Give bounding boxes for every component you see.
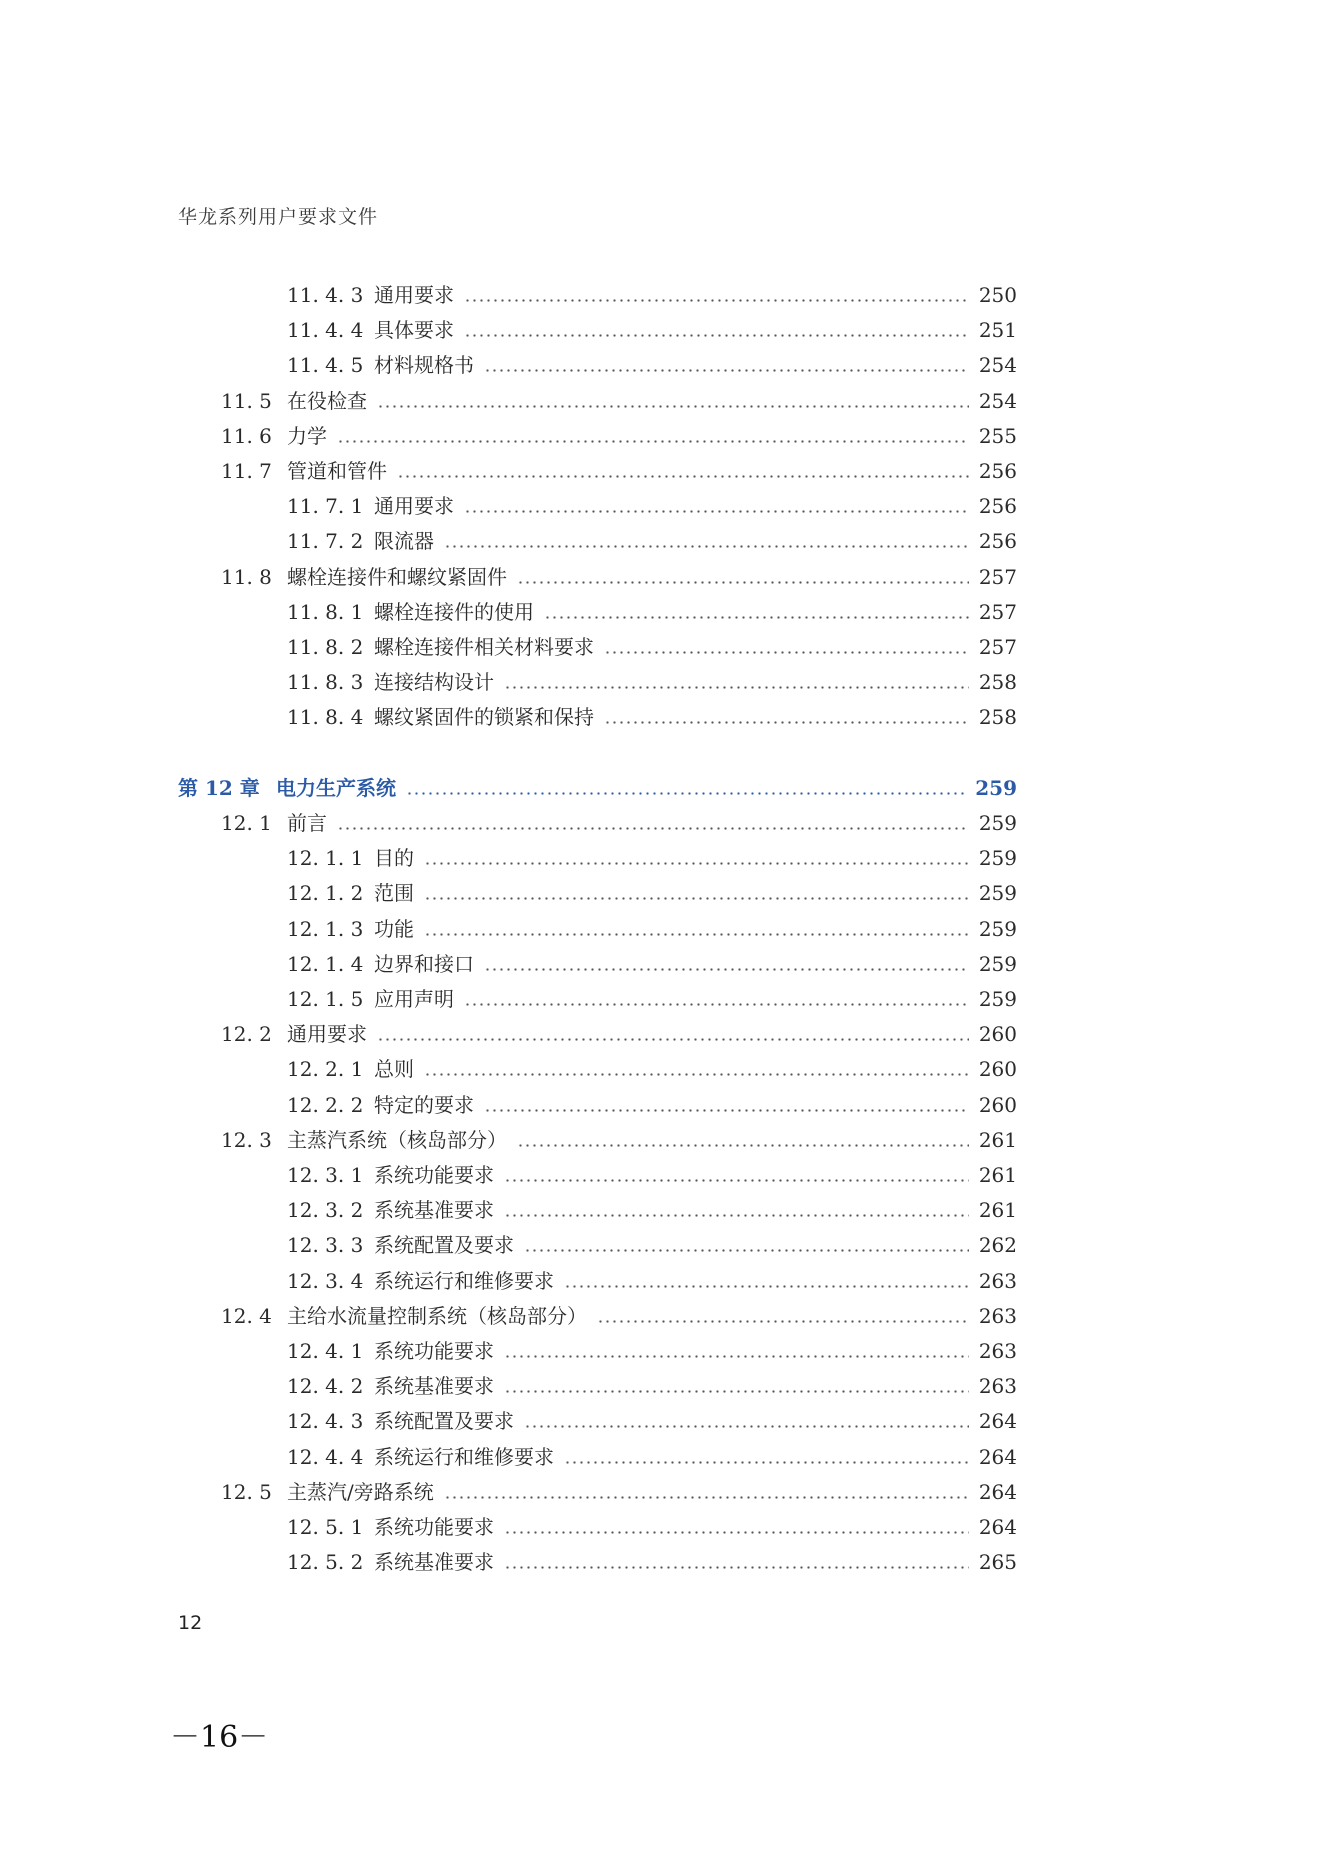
toc-entry[interactable] (0, 1160, 1323, 1190)
toc-entry-number: 11. 6 (221, 423, 272, 448)
toc-entry-number: 11. 8 (221, 564, 272, 589)
toc-entry-number: 11. 7. 1 (287, 494, 364, 519)
toc-entry-page: 260 (978, 1022, 1017, 1047)
toc-entry[interactable] (0, 562, 1323, 592)
toc-entry-number: 12. 2. 2 (287, 1092, 364, 1117)
toc-entry-page: 251 (978, 318, 1017, 343)
toc-entry[interactable] (0, 1442, 1323, 1472)
toc-entry-title: 应用声明 (374, 987, 454, 1011)
folio-page-number: 12 (178, 1612, 203, 1634)
toc-entry-title: 范围 (374, 881, 414, 906)
toc-entry-title: 系统配置及要求 (374, 1233, 514, 1258)
toc-dot-leader (464, 280, 969, 310)
toc-entry-title: 系统配置及要求 (374, 1409, 514, 1434)
toc-dot-leader (424, 1054, 969, 1084)
toc-entry-number: 12. 1 (221, 811, 272, 835)
toc-dot-leader (484, 1090, 969, 1120)
toc-entry-number: 12. 3. 4 (287, 1268, 364, 1293)
toc-entry-number: 11. 4. 4 (287, 318, 364, 343)
toc-dot-leader (444, 526, 969, 556)
toc-entry-page: 257 (978, 564, 1017, 589)
toc-entry-number: 12. 2 (221, 1022, 272, 1047)
toc-entry[interactable] (0, 1371, 1323, 1401)
toc-entry-title: 连接结构设计 (374, 670, 494, 695)
toc-entry-title: 具体要求 (374, 318, 454, 343)
toc-dot-leader (504, 1336, 969, 1366)
toc-entry-number: 12. 1. 3 (287, 916, 364, 941)
toc-entry-number: 11. 8. 2 (287, 635, 364, 659)
toc-entry-number: 12. 5. 2 (287, 1550, 364, 1575)
toc-entry[interactable] (0, 1301, 1323, 1331)
toc-entry-number: 12. 1. 4 (287, 951, 364, 976)
toc-dot-leader (524, 1406, 969, 1436)
toc-entry-page: 261 (978, 1198, 1017, 1223)
toc-entry[interactable] (0, 1230, 1323, 1260)
toc-entry[interactable] (0, 1266, 1323, 1296)
toc-entry-number: 12. 4 (221, 1303, 272, 1328)
toc-entry-page: 259 (978, 987, 1017, 1011)
toc-entry-page: 257 (978, 599, 1017, 624)
toc-entry-page: 264 (978, 1409, 1017, 1434)
toc-dot-leader (504, 667, 969, 697)
toc-entry-page: 254 (978, 353, 1017, 378)
toc-entry-number: 第 12 章 (178, 775, 260, 800)
toc-entry-page: 261 (978, 1127, 1017, 1152)
toc-entry-title: 在役检查 (287, 388, 367, 413)
toc-entry-title: 系统功能要求 (374, 1163, 494, 1187)
document-page-number: －16－ (170, 1720, 269, 1755)
toc-entry[interactable] (0, 984, 1323, 1014)
toc-entry-number: 12. 4. 3 (287, 1409, 364, 1434)
toc-dot-leader (464, 491, 969, 521)
toc-dot-leader (424, 878, 969, 908)
toc-entry[interactable] (0, 1054, 1323, 1084)
toc-entry-page: 260 (978, 1092, 1017, 1117)
toc-entry[interactable] (0, 1547, 1323, 1577)
toc-dot-leader (604, 632, 969, 662)
toc-dot-leader (597, 1301, 969, 1331)
toc-entry-page: 259 (978, 916, 1017, 941)
toc-entry-page: 263 (978, 1303, 1017, 1328)
toc-dot-leader (377, 386, 969, 416)
toc-entry-title: 目的 (374, 846, 414, 871)
toc-dot-leader (564, 1442, 969, 1472)
toc-dot-leader (504, 1160, 969, 1190)
toc-entry-number: 12. 1. 2 (287, 881, 364, 906)
toc-entry-number: 12. 2. 1 (287, 1057, 364, 1082)
toc-entry-number: 12. 1. 1 (287, 846, 364, 871)
toc-entry-number: 12. 3. 3 (287, 1233, 364, 1258)
toc-entry-title: 主蒸汽/旁路系统 (287, 1479, 434, 1504)
toc-entry-page: 263 (978, 1268, 1017, 1293)
toc-entry-page: 263 (978, 1374, 1017, 1399)
toc-entry-page: 259 (978, 881, 1017, 906)
toc-dot-leader (484, 350, 969, 380)
toc-entry-number: 12. 4. 2 (287, 1374, 364, 1399)
toc-entry-title: 力学 (287, 423, 327, 448)
toc-dot-leader (397, 456, 969, 486)
toc-dot-leader (337, 421, 969, 451)
toc-entry-title: 螺栓连接件的使用 (374, 599, 534, 624)
toc-entry[interactable] (0, 1125, 1323, 1155)
toc-entry-title: 主给水流量控制系统（核岛部分） (287, 1303, 587, 1328)
toc-dot-leader (504, 1547, 969, 1577)
toc-entry-title: 材料规格书 (374, 353, 474, 378)
toc-entry[interactable] (0, 280, 1323, 310)
toc-entry-title: 螺栓连接件和螺纹紧固件 (287, 564, 507, 589)
toc-entry-page: 262 (978, 1233, 1017, 1258)
toc-dot-leader (544, 597, 969, 627)
toc-entry-number: 12. 5. 1 (287, 1515, 364, 1539)
toc-entry-page: 259 (978, 951, 1017, 976)
toc-entry-page: 259 (978, 811, 1017, 835)
toc-dot-leader (517, 562, 969, 592)
toc-dot-leader (504, 1512, 969, 1542)
toc-dot-leader (424, 914, 969, 944)
toc-dot-leader (517, 1125, 969, 1155)
toc-entry-title: 主蒸汽系统（核岛部分） (287, 1127, 507, 1152)
toc-entry-number: 11. 7. 2 (287, 529, 364, 554)
toc-entry-title: 前言 (287, 811, 327, 835)
toc-entry-title: 特定的要求 (374, 1092, 474, 1117)
toc-entry-title: 系统运行和维修要求 (374, 1444, 554, 1469)
toc-dot-leader (564, 1266, 969, 1296)
toc-dot-leader (377, 1019, 969, 1049)
toc-entry[interactable] (0, 526, 1323, 556)
toc-entry-title: 系统基准要求 (374, 1198, 494, 1223)
toc-entry[interactable] (0, 1336, 1323, 1366)
toc-entry[interactable] (0, 702, 1323, 732)
toc-entry-title: 系统功能要求 (374, 1339, 494, 1363)
toc-entry-title: 系统基准要求 (374, 1374, 494, 1399)
toc-entry[interactable] (0, 632, 1323, 662)
toc-entry-page: 258 (978, 705, 1017, 730)
toc-entry-page: 255 (978, 423, 1017, 448)
toc-entry-number: 12. 5 (221, 1479, 272, 1504)
toc-entry-title: 边界和接口 (374, 951, 474, 976)
toc-entry-page: 264 (978, 1479, 1017, 1504)
toc-entry-number: 12. 3. 2 (287, 1198, 364, 1223)
toc-dot-leader (464, 315, 969, 345)
toc-entry[interactable] (0, 315, 1323, 345)
toc-entry-title: 系统运行和维修要求 (374, 1268, 554, 1293)
toc-entry[interactable] (0, 491, 1323, 521)
toc-dot-leader (337, 808, 969, 838)
toc-entry-title: 限流器 (374, 529, 434, 554)
toc-entry-page: 264 (978, 1444, 1017, 1469)
toc-entry-page: 250 (978, 283, 1017, 307)
toc-entry-title: 电力生产系统 (276, 775, 396, 800)
toc-entry-page: 260 (978, 1057, 1017, 1082)
toc-entry-title: 通用要求 (374, 283, 454, 307)
toc-entry[interactable] (0, 421, 1323, 451)
toc-entry-title: 螺纹紧固件的锁紧和保持 (374, 705, 594, 730)
toc-entry-page: 254 (978, 388, 1017, 413)
toc-dot-leader (484, 949, 969, 979)
toc-entry[interactable] (0, 456, 1323, 486)
toc-dot-leader (504, 1195, 969, 1225)
toc-entry-page: 259 (975, 775, 1017, 800)
toc-entry[interactable] (0, 1477, 1323, 1507)
toc-entry[interactable] (0, 1195, 1323, 1225)
toc-entry-title: 通用要求 (287, 1022, 367, 1047)
toc-entry-number: 12. 3 (221, 1127, 272, 1152)
toc-entry[interactable] (0, 1512, 1323, 1542)
toc-entry[interactable] (0, 808, 1323, 838)
toc-entry-title: 总则 (374, 1057, 414, 1082)
toc-dot-leader (424, 843, 969, 873)
toc-entry-number: 11. 4. 5 (287, 353, 364, 378)
toc-entry-number: 11. 8. 1 (287, 599, 364, 624)
toc-entry[interactable] (0, 843, 1323, 873)
toc-entry-number: 12. 3. 1 (287, 1163, 364, 1187)
toc-entry-page: 256 (978, 459, 1017, 483)
toc-entry[interactable] (0, 949, 1323, 979)
toc-entry[interactable] (0, 1090, 1323, 1120)
toc-entry-title: 管道和管件 (287, 459, 387, 483)
toc-entry[interactable] (0, 597, 1323, 627)
toc-entry-page: 258 (978, 670, 1017, 695)
toc-entry-number: 11. 8. 4 (287, 705, 364, 730)
toc-entry-number: 11. 4. 3 (287, 283, 364, 307)
toc-chapter-entry[interactable] (0, 773, 1323, 803)
toc-entry-title: 功能 (374, 916, 414, 941)
toc-entry-page: 261 (978, 1163, 1017, 1187)
toc-entry-title: 螺栓连接件相关材料要求 (374, 635, 594, 659)
toc-dot-leader (464, 984, 969, 1014)
toc-dot-leader (504, 1371, 969, 1401)
toc-entry[interactable] (0, 878, 1323, 908)
toc-entry-page: 256 (978, 494, 1017, 519)
toc-dot-leader (524, 1230, 969, 1260)
toc-entry[interactable] (0, 350, 1323, 380)
toc-entry-number: 12. 1. 5 (287, 987, 364, 1011)
toc-entry[interactable] (0, 1019, 1323, 1049)
toc-entry-page: 259 (978, 846, 1017, 871)
toc-entry-number: 12. 4. 1 (287, 1339, 364, 1363)
toc-entry-number: 11. 5 (221, 388, 272, 413)
toc-entry[interactable] (0, 667, 1323, 697)
toc-entry-page: 263 (978, 1339, 1017, 1363)
toc-dot-leader (406, 773, 965, 803)
toc-entry-number: 12. 4. 4 (287, 1444, 364, 1469)
toc-dot-leader (444, 1477, 969, 1507)
toc-entry[interactable] (0, 1406, 1323, 1436)
toc-dot-leader (604, 702, 969, 732)
running-header: 华龙系列用户要求文件 (178, 206, 379, 228)
toc-entry-title: 系统功能要求 (374, 1515, 494, 1539)
toc-entry[interactable] (0, 386, 1323, 416)
toc-entry-page: 256 (978, 529, 1017, 554)
toc-entry-title: 系统基准要求 (374, 1550, 494, 1575)
toc-entry-page: 265 (978, 1550, 1017, 1575)
toc-entry-number: 11. 7 (221, 459, 272, 483)
toc-entry[interactable] (0, 914, 1323, 944)
toc-entry-page: 264 (978, 1515, 1017, 1539)
toc-entry-page: 257 (978, 635, 1017, 659)
toc-entry-number: 11. 8. 3 (287, 670, 364, 695)
toc-entry-title: 通用要求 (374, 494, 454, 519)
